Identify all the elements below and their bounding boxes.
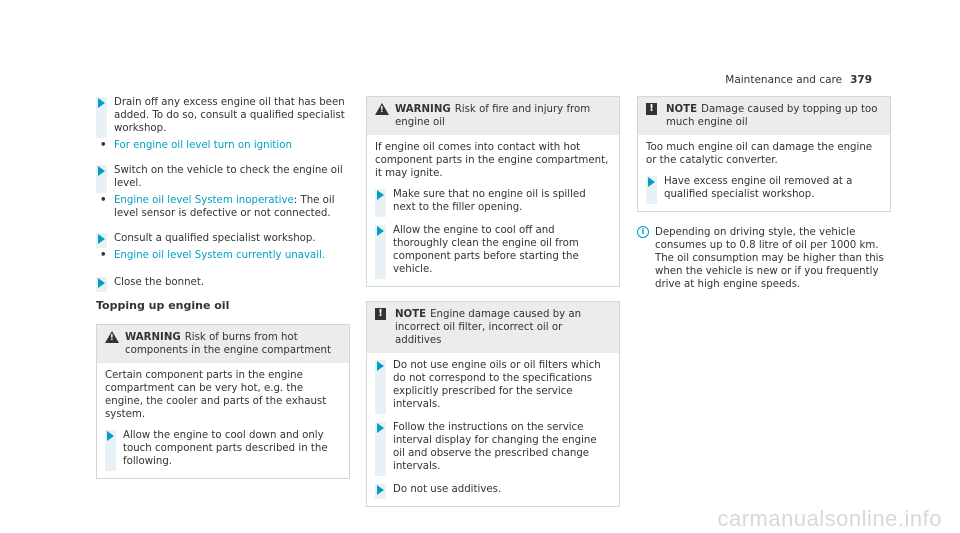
- note-body: [367, 353, 619, 506]
- arrow-right-icon: [375, 225, 388, 277]
- instruction-step: Allow the engine to cool off and thoroughly clean the engine oil from component parts before starting the vehicle.: [375, 224, 611, 276]
- note-header: ! NOTE Damage caused by topping up too much engine oil: [638, 97, 890, 135]
- instruction-step: Have excess engine oil removed at a qualified specialist workshop.: [646, 175, 882, 201]
- result-item: • Engine oil level System inoperative: The oil level sensor is defective or not connected.: [100, 195, 335, 219]
- arrow-right-icon: [96, 233, 109, 246]
- warning-triangle-icon: !: [375, 103, 389, 115]
- arrow-right-icon: [375, 484, 388, 497]
- column-1: [96, 96, 350, 493]
- column-2: [366, 96, 620, 521]
- warning-body: If engine oil comes into contact with hot component parts in the engine compartment, it may ignite. Make sure that no engine oil is spilled next to the filler opening. Allow the engine to cool off and thoroughly clean the engine oil from component parts before starting the vehicle.: [367, 135, 619, 286]
- bullet-icon: •: [100, 140, 107, 151]
- instruction-step: Drain off any excess engine oil that has been added. To do so, consult a qualified specialist workshop.: [96, 96, 350, 135]
- info-note: i Depending on driving style, the vehicle consumes up to 0.8 litre of oil per 1000 km. The oil consumption may be higher than this when the vehicle is new or if you frequently drive at high engine speeds.: [637, 226, 891, 291]
- section-title: Topping up engine oil: [96, 299, 230, 312]
- watermark: carmanualsonline.info: [717, 506, 942, 531]
- section-name: Maintenance and care: [725, 74, 843, 86]
- instruction-step: Switch on the vehicle to check the engine oil level.: [96, 164, 350, 190]
- arrow-right-icon: [96, 277, 109, 290]
- result-item: [96, 139, 350, 152]
- display-message-link[interactable]: Engine oil level System inoperative: [114, 195, 294, 206]
- warning-box: [366, 96, 620, 287]
- warning-box: [96, 324, 350, 479]
- arrow-right-icon: [105, 430, 118, 469]
- instruction-step: Close the bonnet.: [96, 276, 350, 289]
- instruction-step: Do not use additives.: [375, 483, 611, 496]
- display-message-link[interactable]: For engine oil level turn on ignition: [114, 140, 292, 151]
- info-icon: i: [637, 226, 649, 238]
- arrow-right-icon: [646, 176, 659, 202]
- bullet-icon: •: [100, 195, 107, 206]
- arrow-right-icon: [375, 422, 388, 474]
- instruction-step: Allow the engine to cool down and only touch component parts described in the following.: [105, 429, 341, 468]
- exclamation-icon: !: [646, 103, 657, 115]
- note-header: ! NOTE Engine damage caused by an incorrect oil filter, incorrect oil or additives: [367, 302, 619, 353]
- page-header: [725, 74, 872, 87]
- instruction-step: Consult a qualified specialist workshop.: [96, 232, 350, 245]
- arrow-right-icon: [96, 97, 109, 136]
- instruction-step: Make sure that no engine oil is spilled next to the filler opening.: [375, 188, 611, 214]
- note-box: [637, 96, 891, 212]
- result-item: [96, 249, 350, 262]
- arrow-right-icon: [96, 165, 109, 191]
- warning-triangle-icon: !: [105, 331, 119, 343]
- display-message-link[interactable]: Engine oil level System currently unavail.: [114, 250, 326, 261]
- instruction-step: Do not use engine oils or oil filters which do not correspond to the specifications explicitly prescribed for the service intervals.: [375, 359, 611, 411]
- column-3: [637, 96, 891, 291]
- warning-header: ! WARNING Risk of burns from hot components in the engine compartment: [97, 325, 349, 363]
- bullet-icon: •: [100, 250, 107, 261]
- note-body: Too much engine oil can damage the engine or the catalytic converter. Have excess engine oil removed at a qualified specialist workshop.: [638, 135, 890, 211]
- arrow-right-icon: [375, 189, 388, 215]
- exclamation-icon: !: [375, 308, 386, 320]
- page-number: 379: [850, 74, 872, 86]
- note-box: [366, 301, 620, 507]
- warning-body: Certain component parts in the engine compartment can be very hot, e.g. the engine, the cooler and parts of the exhaust system. Allow the engine to cool down and only touch component parts described in the following.: [97, 363, 349, 478]
- arrow-right-icon: [375, 360, 388, 412]
- instruction-step: Follow the instructions on the service interval display for changing the engine oil and observe the prescribed change intervals.: [375, 421, 611, 473]
- warning-header: ! WARNING Risk of fire and injury from engine oil: [367, 97, 619, 135]
